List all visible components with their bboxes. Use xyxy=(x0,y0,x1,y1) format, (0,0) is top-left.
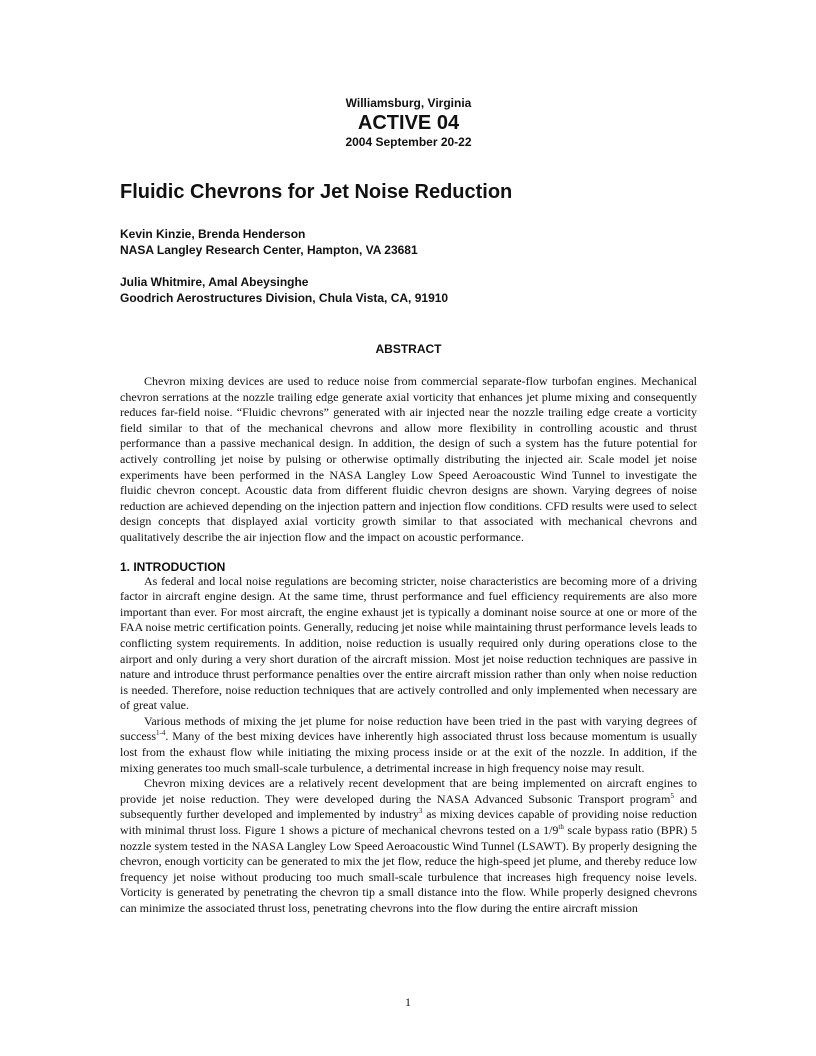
ordinal-superscript: th xyxy=(558,823,564,832)
paper-page xyxy=(120,96,697,917)
author-names: Kevin Kinzie, Brenda Henderson xyxy=(120,227,306,241)
citation-ref: 1-4 xyxy=(156,729,166,738)
conference-name: ACTIVE 04 xyxy=(357,112,460,134)
conference-dates: 2004 September 20-22 xyxy=(345,135,472,149)
author-affiliation: Goodrich Aerostructures Division, Chula Vista, CA, 91910 xyxy=(120,291,449,305)
paper-title: Fluidic Chevrons for Jet Noise Reduction xyxy=(120,181,513,203)
intro-paragraph-3 xyxy=(120,776,697,916)
author-names: Julia Whitmire, Amal Abeysinghe xyxy=(120,275,309,289)
abstract-heading: ABSTRACT xyxy=(375,342,442,356)
author-affiliation: NASA Langley Research Center, Hampton, VA 23681 xyxy=(120,243,418,257)
abstract-text: Chevron mixing devices are used to reduce noise from commercial separate-flow turbofan engines. Mechanical chevron serrations at the nozzle trailing edge generate axial vorticity that enhances jet plume mixing and consequently reduces far-field noise. “Fluidic chevrons” generated with air injected near the nozzle trailing edge create a vorticity field similar to that of the mechanical chevrons and allow more flexibility in controlling acoustic and thrust performance than a passive mechanical design. In addition, the design of such a system has the future potential for actively controlling jet noise by pulsing or otherwise optimally distributing the injected air. Scale model jet noise experiments have been performed in the NASA Langley Low Speed Aeroacoustic Wind Tunnel to investigate the fluidic chevron concept. Acoustic data from different fluidic chevron designs are shown. Varying degrees of noise reduction are achieved depending on the injection pattern and injection flow conditions. CFD results were used to select design concepts that displayed axial vorticity growth similar to that associated with mechanical chevrons and qualitatively describe the air injection flow and the impact on acoustic performance. xyxy=(120,374,697,544)
text-run: as mixing devices capable of providing noise reduction with minimal thrust loss. Figure 1 shows a picture of mechanical chevrons tested on a 1/9 xyxy=(120,807,697,838)
intro-paragraph-1: As federal and local noise regulations are becoming stricter, noise characteristics are becoming more of a driving factor in aircraft engine design. At the same time, thrust performance and fuel efficiency requirements are also more important than ever. For most aircraft, the engine exhaust jet is typically a dominant noise source at one or more of the FAA noise metric certification points. Generally, reducing jet noise while maintaining thrust performance levels leads to conflicting system requirements. In addition, noise reduction is usually required only during operations close to the airport and only during a very short duration of the aircraft mission. Most jet noise reduction techniques are passive in nature and introduce thrust performance penalties over the entire aircraft mission rather than only when noise reduction is needed. Therefore, noise reduction techniques that are actively controlled and only implemented when necessary are of great value. xyxy=(120,573,697,713)
citation-ref: 3 xyxy=(418,807,423,816)
section-heading: 1. INTRODUCTION xyxy=(120,559,226,574)
conference-venue: Williamsburg, Virginia xyxy=(345,96,472,110)
text-run: and subsequently further developed and implemented by industry xyxy=(120,791,698,822)
text-run: Chevron mixing devices are a relatively recent development that are being implemented on aircraft engines to provide jet noise reduction. They were developed during the NASA Advanced Subsonic Transport program xyxy=(120,776,697,806)
author-block-2 xyxy=(120,274,697,306)
citation-ref: 5 xyxy=(670,791,674,800)
text-run: Various methods of mixing the jet plume for noise reduction have been tried in the past with varying degrees of success xyxy=(120,713,697,744)
page-number: 1 xyxy=(405,995,411,1009)
text-run: scale bypass ratio (BPR) 5 nozzle system tested in the NASA Langley Low Speed Aeroacoustic Wind Tunnel (LSAWT). By properly designing the chevron, enough vorticity can be generated to mix the jet flow, reduce the high-speed jet plume, and thereby reduce low frequency jet noise without producing too much small-scale turbulence that increases high frequency noise levels. Vorticity is generated by penetrating the chevron tip a small distance into the flow. While properly designed chevrons can minimize the associated thrust loss, penetrating chevrons into the flow during the entire aircraft mission xyxy=(120,823,698,915)
text-run: . Many of the best mixing devices have inherently high associated thrust loss because momentum is usually lost from the exhaust flow while initiating the mixing process inside or at the exit of the nozzle. In addition, if the mixing generates too much small-scale turbulence, a detrimental increase in high frequency noise may result. xyxy=(120,729,697,775)
author-block-1 xyxy=(120,226,697,258)
intro-paragraph-2 xyxy=(120,714,697,776)
